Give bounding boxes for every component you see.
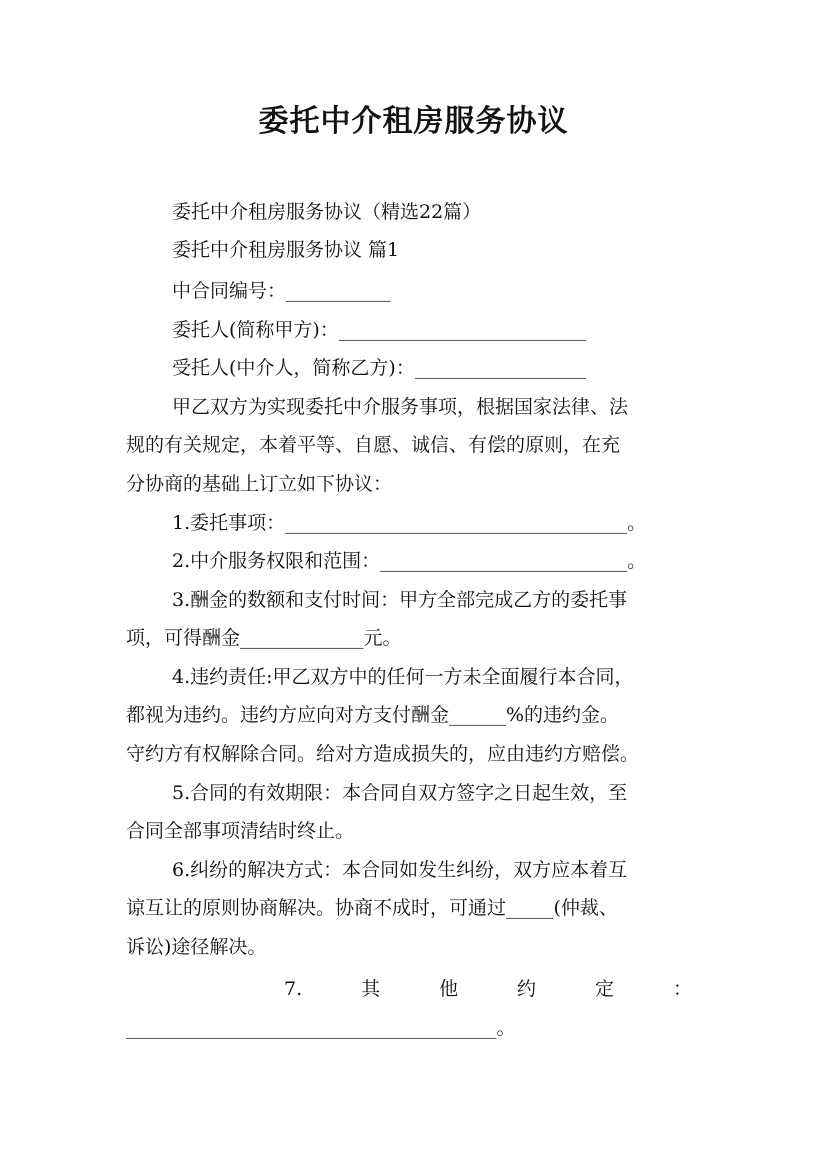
intro-paragraph-line: 甲乙双方为实现委托中介服务事项，根据国家法律、法	[172, 396, 629, 418]
clause-3-line: 项，可得酬金_____________元。	[126, 627, 402, 649]
clause-7-word: 他	[439, 978, 459, 1000]
subtitle-part: 委托中介租房服务协议 篇1	[172, 239, 400, 261]
clause-6-line: 6.纠纷的解决方式：本合同如发生纠纷，双方应本着互	[172, 859, 628, 881]
clause-1-line: 1.委托事项：____________________________________。	[172, 512, 647, 534]
clause-7-word: ：	[672, 978, 692, 1000]
clause-7-blank: _______________________________________。	[126, 1017, 516, 1039]
clause-7-word: 其	[361, 978, 381, 1000]
contract-number-line: 中合同编号：___________	[172, 280, 391, 302]
principal-line: 委托人(简称甲方)：__________________________	[172, 319, 586, 341]
clause-7-word: 定	[595, 978, 615, 1000]
intro-paragraph-line: 分协商的基础上订立如下协议：	[126, 473, 393, 495]
agent-line: 受托人(中介人，简称乙方)：__________________	[172, 357, 586, 379]
clause-2-line: 2.中介服务权限和范围：__________________________。	[172, 550, 647, 572]
clause-7-word: 7.	[284, 978, 303, 1000]
clause-6-line: 诉讼)途径解决。	[126, 936, 267, 958]
clause-3-line: 3.酬金的数额和支付时间：甲方全部完成乙方的委托事	[172, 589, 628, 611]
clause-5-line: 5.合同的有效期限：本合同自双方签字之日起生效，至	[172, 782, 628, 804]
clause-7-heading	[284, 975, 692, 1003]
clause-4-line: 守约方有权解除合同。给对方造成损失的，应由违约方赔偿。	[126, 743, 640, 765]
clause-7-word: 约	[517, 978, 537, 1000]
intro-paragraph-line: 规的有关规定，本着平等、自愿、诚信、有偿的原则，在充	[126, 434, 621, 456]
clause-4-line: 都视为违约。违约方应向对方支付酬金______%的违约金。	[126, 704, 620, 726]
clause-5-line: 合同全部事项清结时终止。	[126, 820, 355, 842]
clause-6-line: 谅互让的原则协商解决。协商不成时，可通过_____(仲裁、	[126, 897, 618, 919]
subtitle-collection: 委托中介租房服务协议（精选22篇）	[172, 201, 482, 223]
document-title: 委托中介租房服务协议	[258, 104, 569, 139]
clause-4-line: 4.违约责任:甲乙双方中的任何一方未全面履行本合同，	[172, 666, 634, 688]
